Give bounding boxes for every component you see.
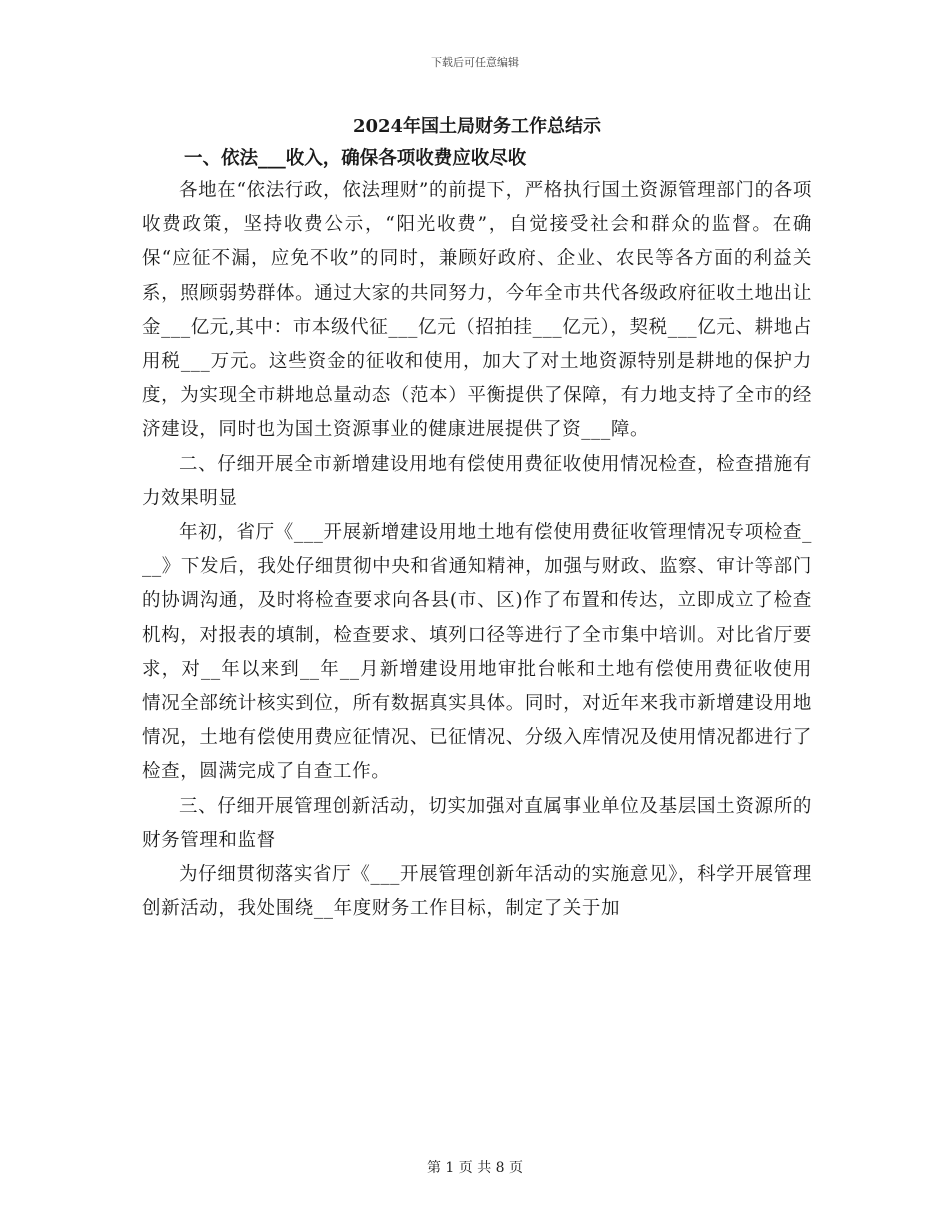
section2-heading: 二、仔细开展全市新增建设用地有偿使用费征收使用情况检查，检查措施有力效果明显 — [142, 453, 812, 509]
section1-paragraph: 各地在“依法行政，依法理财”的前提下，严格执行国土资源管理部门的各项收费政策，坚持收费公示，“阳光收费”，自觉接受社会和群众的监督。在确保“应征不漏，应免不收”的同时，兼顾好政府、企业、农民等各方面的利益关系，照顾弱势群体。通过大家的共同努力，今年全市共代各级政府征收土地出让金___亿元,其中：市本级代征___亿元（招拍挂___亿元），契税___亿元、耕地占用税___万元。这些资金的征收和使用，加大了对土地资源特别是耕地的保护力度，为实现全市耕地总量动态（范本）平衡提供了保障，有力地支持了全市的经济建设，同时也为国土资源事业的健康进展提供了资___障。 — [142, 180, 812, 441]
section3-heading: 三、仔细开展管理创新活动，切实加强对直属事业单位及基层国土资源所的财务管理和监督 — [142, 795, 812, 851]
section3-paragraph: 为仔细贯彻落实省厅《___开展管理创新年活动的实施意见》，科学开展管理创新活动，我处围绕__年度财务工作目标，制定了关于加 — [142, 864, 812, 920]
page-footer: 第 1 页 共 8 页 — [426, 1160, 524, 1176]
document-body — [142, 112, 812, 926]
section1-heading: 一、依法___收入，确保各项收费应收尽收 — [184, 148, 527, 169]
document-title: 2024年国土局财务工作总结示 — [352, 116, 602, 137]
header-note: 下载后可任意编辑 — [431, 56, 519, 69]
section2-paragraph: 年初，省厅《___开展新增建设用地土地有偿使用费征收管理情况专项检查___》下发后，我处仔细贯彻中央和省通知精神，加强与财政、监察、审计等部门的协调沟通，及时将检查要求向各县(市、区)作了布置和传达，立即成立了检查机构，对报表的填制，检查要求、填列口径等进行了全市集中培训。对比省厅要求，对__年以来到__年__月新增建设用地审批台帐和土地有偿使用费征收使用情况全部统计核实到位，所有数据真实具体。同时，对近年来我市新增建设用地情况，土地有偿使用费应征情况、已征情况、分级入库情况及使用情况都进行了检查，圆满完成了自查工作。 — [142, 522, 812, 783]
